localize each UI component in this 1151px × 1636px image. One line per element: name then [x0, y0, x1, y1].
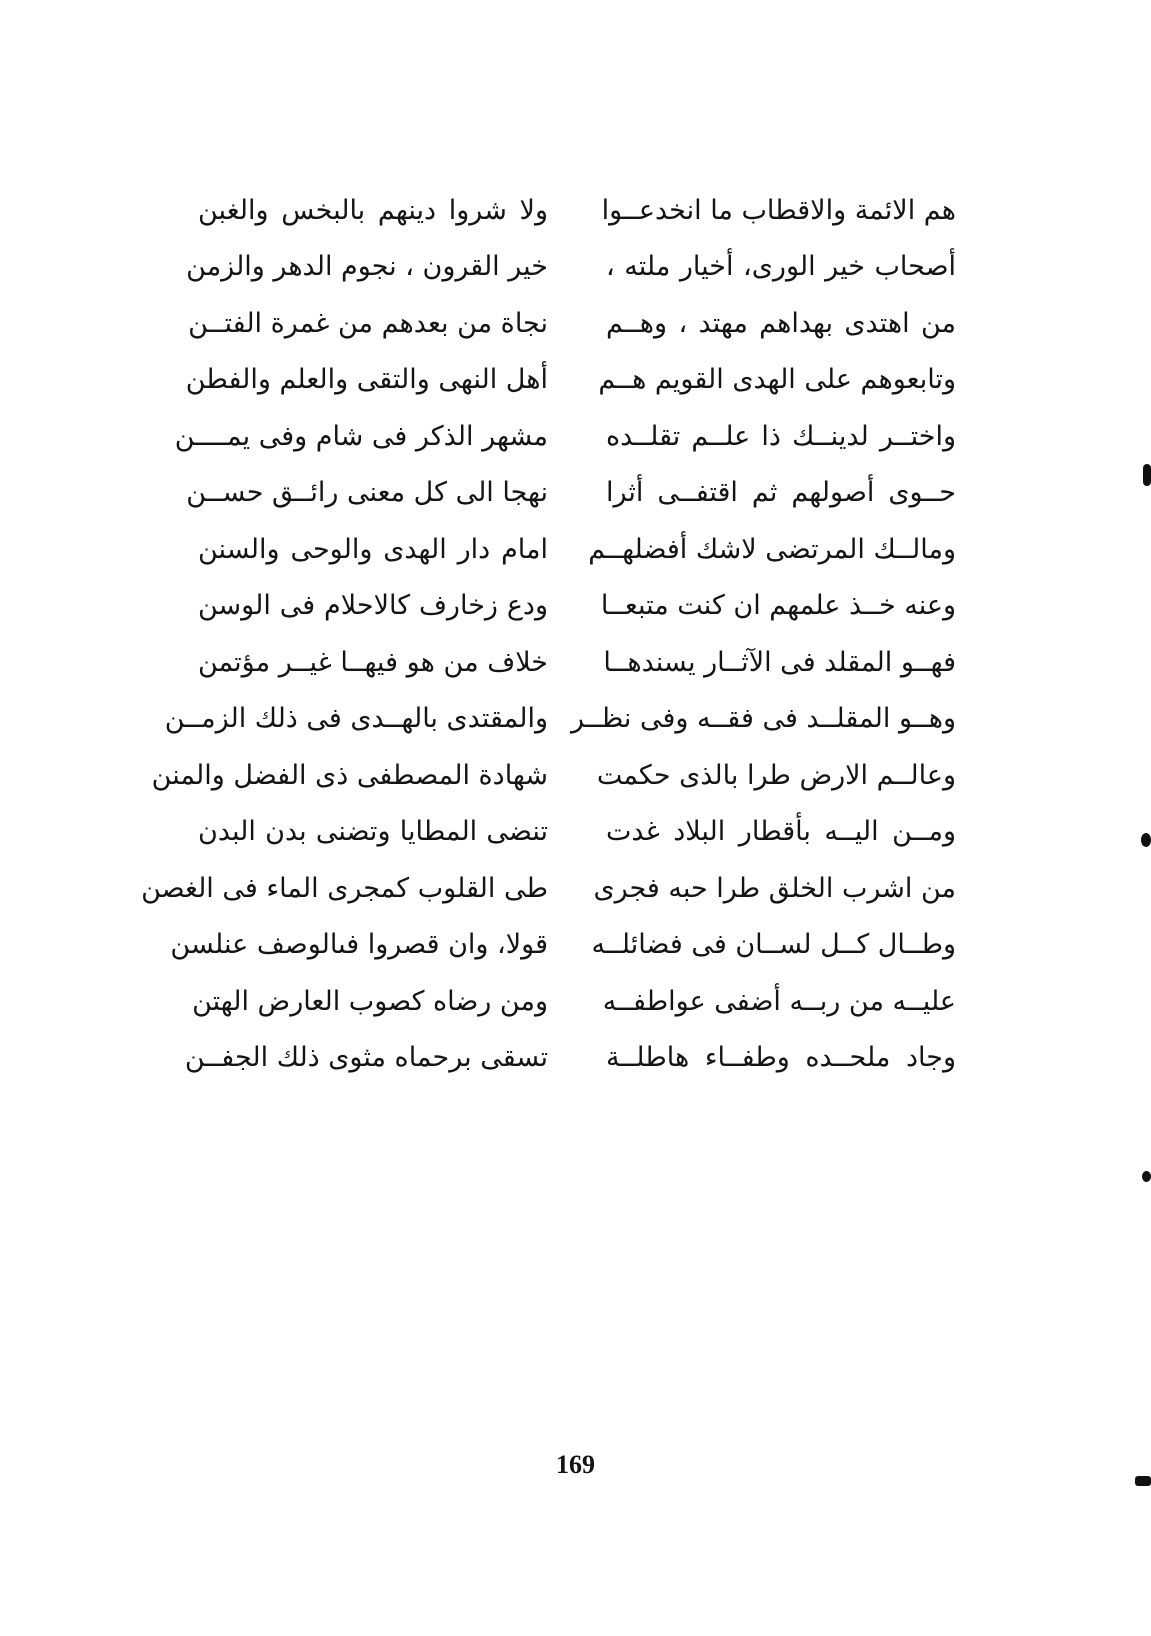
- verse-second-hemistich: طى القلوب كمجرى الماء فى الغصن: [141, 872, 548, 904]
- verse-first-hemistich: وتابعوهم على الهدى القويم هــم: [598, 364, 956, 396]
- poem-verses: [141, 182, 956, 1086]
- scan-edge-mark: [1143, 464, 1151, 486]
- verse-second-hemistich: ولا شروا دينهم بالبخس والغبن: [198, 194, 548, 226]
- verse-first-hemistich: وعالــم الارض طرا بالذى حكمت: [596, 759, 956, 791]
- verse-second-hemistich: ومن رضاه كصوب العارض الهتن: [192, 985, 548, 1017]
- verse-line: [164, 691, 956, 748]
- scan-edge-mark: [1135, 1476, 1151, 1486]
- verse-first-hemistich: من اهتدى بهداهم مهتد ، وهــم: [606, 307, 956, 339]
- verse-line: [198, 521, 956, 578]
- verse-second-hemistich: والمقتدى بالهــدى فى ذلك الزمــن: [164, 703, 548, 735]
- verse-first-hemistich: وطــال كــل لســان فى فضائلــه: [591, 929, 956, 961]
- verse-first-hemistich: عليــه من ربــه أضفى عواطفــه: [602, 985, 956, 1017]
- verse-line: [198, 578, 956, 635]
- verse-first-hemistich: وهــو المقلــد فى فقــه وفى نظــر: [571, 703, 956, 735]
- scan-edge-mark: [1142, 1171, 1151, 1182]
- verse-second-hemistich: قولا، وان قصروا فىالوصف عنلسن: [170, 929, 548, 961]
- verse-first-hemistich: من اشرب الخلق طرا حبه فجرى: [593, 872, 956, 904]
- verse-second-hemistich: مشهر الذكر فى شام وفى يمــــن: [174, 420, 548, 452]
- verse-first-hemistich: ومالــك المرتضى لاشك أفضلهــم: [588, 533, 956, 565]
- verse-line: [184, 1030, 956, 1087]
- scan-edge-mark: [1141, 833, 1151, 847]
- verse-second-hemistich: أهل النهى والتقى والعلم والفطن: [185, 364, 548, 396]
- verse-line: [151, 747, 956, 804]
- verse-second-hemistich: ودع زخارف كالاحلام فى الوسن: [198, 590, 548, 622]
- verse-first-hemistich: ومــن اليــه بأقطار البلاد غدت: [606, 816, 956, 848]
- verse-line: [198, 182, 956, 239]
- verse-second-hemistich: خلاف من هو فيهــا غيــر مؤتمن: [198, 646, 548, 678]
- verse-second-hemistich: امام دار الهدى والوحى والسنن: [198, 533, 548, 565]
- verse-first-hemistich: وجاد ملحــده وطفــاء هاطلــة: [606, 1042, 956, 1074]
- verse-line: [192, 973, 956, 1030]
- verse-line: [186, 239, 956, 296]
- verse-second-hemistich: نهجا الى كل معنى رائــق حســن: [186, 477, 548, 509]
- verse-line: [185, 352, 956, 409]
- verse-line: [141, 860, 956, 917]
- verse-line: [188, 295, 956, 352]
- verse-line: [170, 917, 956, 974]
- verse-second-hemistich: خير القرون ، نجوم الدهر والزمن: [186, 251, 548, 283]
- verse-first-hemistich: هم الائمة والاقطاب ما انخدعــوا: [601, 194, 956, 226]
- page-number: 169: [556, 1450, 595, 1479]
- verse-first-hemistich: واختــر لدينــك ذا علــم تقلــده: [606, 420, 956, 452]
- verse-line: [186, 465, 956, 522]
- verse-first-hemistich: حــوى أصولهم ثم اقتفــى أثرا: [606, 477, 956, 509]
- verse-first-hemistich: أصحاب خير الورى، أخيار ملته ،: [606, 251, 956, 283]
- verse-second-hemistich: نجاة من بعدهم من غمرة الفتــن: [188, 307, 548, 339]
- verse-line: [174, 408, 956, 465]
- verse-first-hemistich: وعنه خــذ علمهم ان كنت متبعــا: [600, 590, 956, 622]
- verse-line: [198, 634, 956, 691]
- verse-first-hemistich: فهــو المقلد فى الآثــار يسندهــا: [603, 646, 956, 678]
- verse-second-hemistich: تنضى المطايا وتضنى بدن البدن: [198, 816, 548, 848]
- verse-line: [198, 804, 956, 861]
- verse-second-hemistich: شهادة المصطفى ذى الفضل والمنن: [151, 759, 548, 791]
- verse-second-hemistich: تسقى برحماه مثوى ذلك الجفــن: [184, 1042, 548, 1074]
